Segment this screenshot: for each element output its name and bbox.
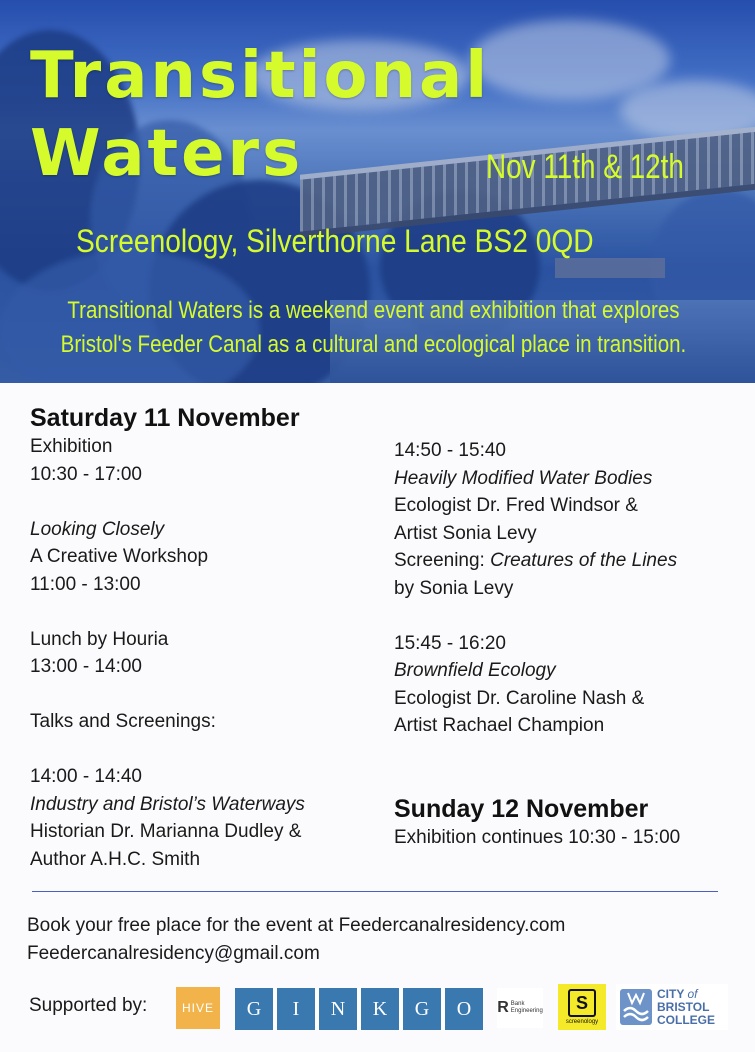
screenology-logo bbox=[558, 984, 606, 1030]
ginkgo-letter: N bbox=[319, 988, 357, 1030]
talk2-speaker2: Artist Sonia Levy bbox=[394, 522, 537, 544]
sunday-heading: Sunday 12 November bbox=[394, 794, 649, 823]
saturday-schedule-left bbox=[30, 403, 390, 873]
talk1-speaker1: Historian Dr. Marianna Dudley & bbox=[30, 821, 302, 842]
section-divider bbox=[32, 891, 718, 892]
ginkgo-letter: I bbox=[277, 988, 315, 1030]
talk2-time: 14:50 - 15:40 bbox=[394, 440, 506, 461]
workshop-desc: A Creative Workshop bbox=[30, 546, 209, 567]
lunch-label: Lunch by Houria bbox=[30, 628, 169, 650]
ginkgo-logo bbox=[235, 988, 483, 1030]
hero-photo bbox=[0, 0, 755, 383]
talk3-speaker1: Ecologist Dr. Caroline Nash & bbox=[394, 687, 645, 709]
talk1-speaker2: Author A.H.C. Smith bbox=[30, 848, 201, 870]
talks-label: Talks and Screenings: bbox=[30, 711, 216, 732]
screening-prefix: Screening: bbox=[394, 550, 491, 571]
workshop-time: 11:00 - 13:00 bbox=[30, 573, 141, 595]
bank-engineering-logo bbox=[497, 988, 543, 1028]
talk2-speaker1: Ecologist Dr. Fred Windsor & bbox=[394, 495, 638, 516]
screenology-s-icon: S bbox=[568, 989, 596, 1017]
intro-line-2: Bristol's Feeder Canal as a cultural and ecological place in transition. bbox=[60, 331, 687, 358]
saturday-schedule-right bbox=[394, 437, 739, 851]
booking-info bbox=[27, 912, 565, 968]
hive-logo: HIVE bbox=[176, 987, 220, 1029]
talk1-title: Industry and Bristol’s Waterways bbox=[30, 793, 305, 815]
sunday-detail: Exhibition continues 10:30 - 15:00 bbox=[394, 826, 681, 848]
ginkgo-letter: O bbox=[445, 988, 483, 1030]
event-dates: Nov 11th & 12th bbox=[486, 148, 684, 186]
intro-line-1: Transitional Waters is a weekend event and exhibition that explores bbox=[67, 297, 680, 324]
booking-email[interactable]: Feedercanalresidency@gmail.com bbox=[27, 943, 320, 964]
lunch-time: 13:00 - 14:00 bbox=[30, 656, 142, 677]
talk1-time: 14:00 - 14:40 bbox=[30, 766, 142, 787]
ginkgo-letter: K bbox=[361, 988, 399, 1030]
screenology-caption: screenology bbox=[565, 1019, 599, 1025]
ginkgo-letter: G bbox=[403, 988, 441, 1030]
talk3-time: 15:45 - 16:20 bbox=[394, 632, 506, 654]
college-crest-icon bbox=[618, 987, 654, 1027]
workshop-title: Looking Closely bbox=[30, 518, 165, 540]
exhibition-time: 10:30 - 17:00 bbox=[30, 463, 142, 485]
supported-by-label: Supported by: bbox=[29, 995, 148, 1016]
college-wordmark: CITY of BRISTOL COLLEGE bbox=[657, 986, 716, 1027]
ginkgo-letter: G bbox=[235, 988, 273, 1030]
exhibition-label: Exhibition bbox=[30, 436, 113, 457]
saturday-heading: Saturday 11 November bbox=[30, 404, 300, 432]
event-venue: Screenology, Silverthorne Lane BS2 0QD bbox=[76, 223, 594, 259]
bank-wordmark: Bank Engineering bbox=[510, 1001, 543, 1014]
event-title-line2: Waters bbox=[30, 117, 304, 191]
talk3-speaker2: Artist Rachael Champion bbox=[394, 715, 605, 736]
booking-line[interactable]: Book your free place for the event at Feedercanalresidency.com bbox=[27, 915, 566, 936]
talk2-title: Heavily Modified Water Bodies bbox=[394, 467, 653, 489]
screening-title: Creatures of the Lines bbox=[490, 550, 678, 571]
city-of-bristol-college-logo bbox=[616, 984, 728, 1030]
event-title-line1: Transitional bbox=[30, 39, 491, 113]
screening-line bbox=[394, 547, 739, 575]
screening-by: by Sonia Levy bbox=[394, 577, 514, 599]
bank-r-icon: R bbox=[497, 999, 509, 1017]
talk3-title: Brownfield Ecology bbox=[394, 660, 556, 681]
event-intro bbox=[40, 294, 707, 362]
